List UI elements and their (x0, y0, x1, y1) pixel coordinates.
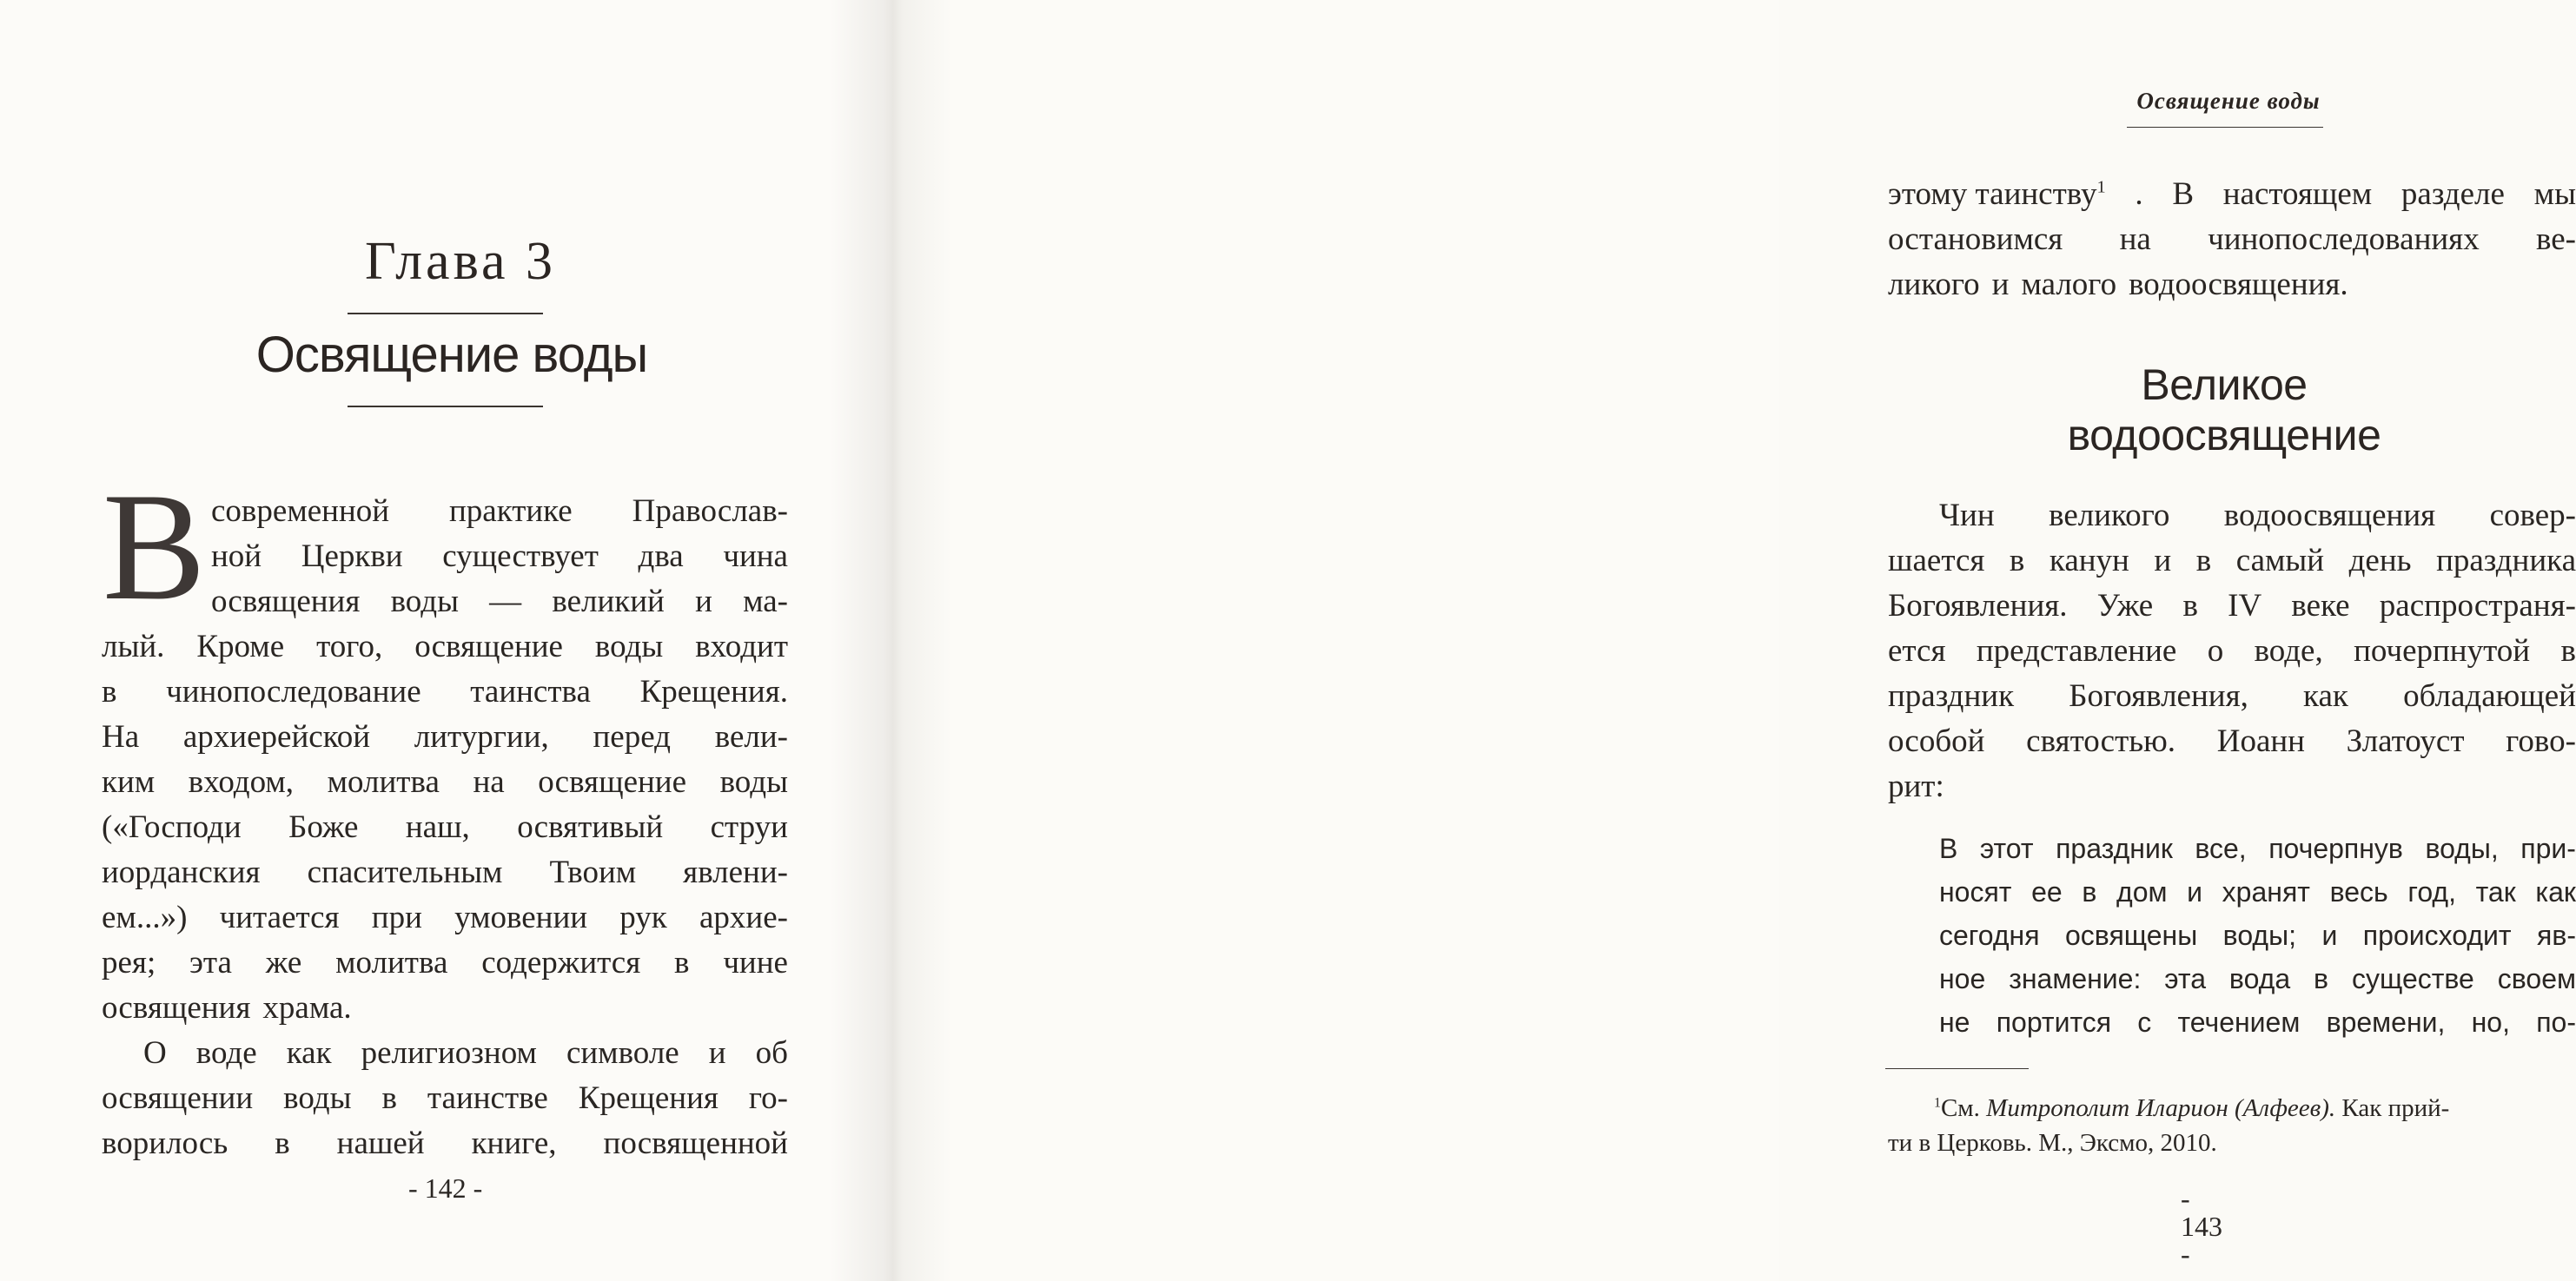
body-line: («Господи Боже наш, освятивый струи (102, 809, 788, 845)
chapter-divider-bottom (348, 406, 543, 407)
body-line: ется представление о воде, почерпнутой в (1888, 633, 2576, 669)
chapter-label: Глава 3 (364, 232, 557, 291)
footnote-line-2: ти в Церковь. М., Эксмо, 2010. (1888, 1129, 2217, 1157)
left-page (0, 0, 886, 1281)
footnote-marker: 1 (1934, 1095, 1941, 1111)
body-line: освящения воды — великий и ма- (211, 584, 788, 619)
footnote-reference: 1 (2096, 177, 2106, 197)
section-title-line-2: водоосвящение (2067, 411, 2381, 459)
footnote-text-a: См. (1940, 1094, 1987, 1122)
body-line: ной Церкви существует два чина (211, 538, 788, 574)
footnote-rule (1885, 1068, 2029, 1069)
right-page (886, 0, 2576, 1281)
chapter-title: Освящение воды (255, 327, 648, 383)
running-head-rule (2127, 127, 2323, 128)
body-line: освящения храма. (102, 990, 352, 1026)
body-line: О воде как религиозном символе и об (143, 1035, 788, 1071)
intro-line: ликого и малого водоосвящения. (1888, 267, 2348, 302)
quote-line: сегодня освящены воды; и происходит яв- (1939, 920, 2576, 951)
quote-line: ное знамение: эта вода в существе своем (1939, 963, 2576, 994)
body-line: рит: (1888, 769, 1944, 804)
intro-line: остановимся на чинопоследованиях ве- (1888, 221, 2576, 257)
body-line: в чинопоследование таинства Крещения. (102, 674, 788, 710)
body-line: рея; эта же молитва содержится в чине (102, 945, 788, 981)
body-line: праздник Богоявления, как обладающей (1888, 678, 2576, 714)
body-line: освящении воды в таинстве Крещения го- (102, 1080, 788, 1116)
page-number-right: - 143 - (2181, 1183, 2222, 1270)
quote-line: В этот праздник все, почерпнув воды, при- (1939, 833, 2576, 864)
footnote-author: Митрополит Иларион (Алфеев). (1986, 1094, 2336, 1122)
quote-line: не портится с течением времени, но, по- (1939, 1007, 2576, 1038)
footnote-line-1 (1934, 1096, 2449, 1121)
body-line: ким входом, молитва на освящение воды (102, 764, 788, 800)
body-line: На архиерейской литургии, перед вели- (102, 719, 788, 755)
intro-line: этому таинству$^1$ . В настоящем разделе мы (1888, 176, 2576, 212)
body-line: Богоявления. Уже в IV веке распространя- (1888, 588, 2576, 624)
footnote-text-b: Как прий- (2335, 1094, 2450, 1122)
running-head: Освящение воды (2136, 88, 2321, 114)
quote-line: носят ее в дом и хранят весь год, так как (1939, 876, 2576, 908)
section-title-line-1: Великое (2141, 360, 2308, 409)
body-line: иорданския спасительным Твоим явлени- (102, 855, 788, 890)
body-line: современной практике Православ- (211, 493, 788, 529)
body-line: ем...») читается при умовении рук архие- (102, 900, 788, 935)
body-line: ворилось в нашей книге, посвященной (102, 1126, 788, 1161)
body-line: лый. Кроме того, освящение воды входит (102, 629, 788, 664)
body-line: Чин великого водоосвящения совер- (1939, 498, 2576, 533)
drop-cap: В (103, 460, 206, 632)
page-number-left: - 142 - (408, 1172, 483, 1204)
body-line: особой святостью. Иоанн Златоуст гово- (1888, 723, 2576, 759)
chapter-divider-top (348, 313, 543, 314)
body-line: шается в канун и в самый день праздника (1888, 543, 2576, 578)
